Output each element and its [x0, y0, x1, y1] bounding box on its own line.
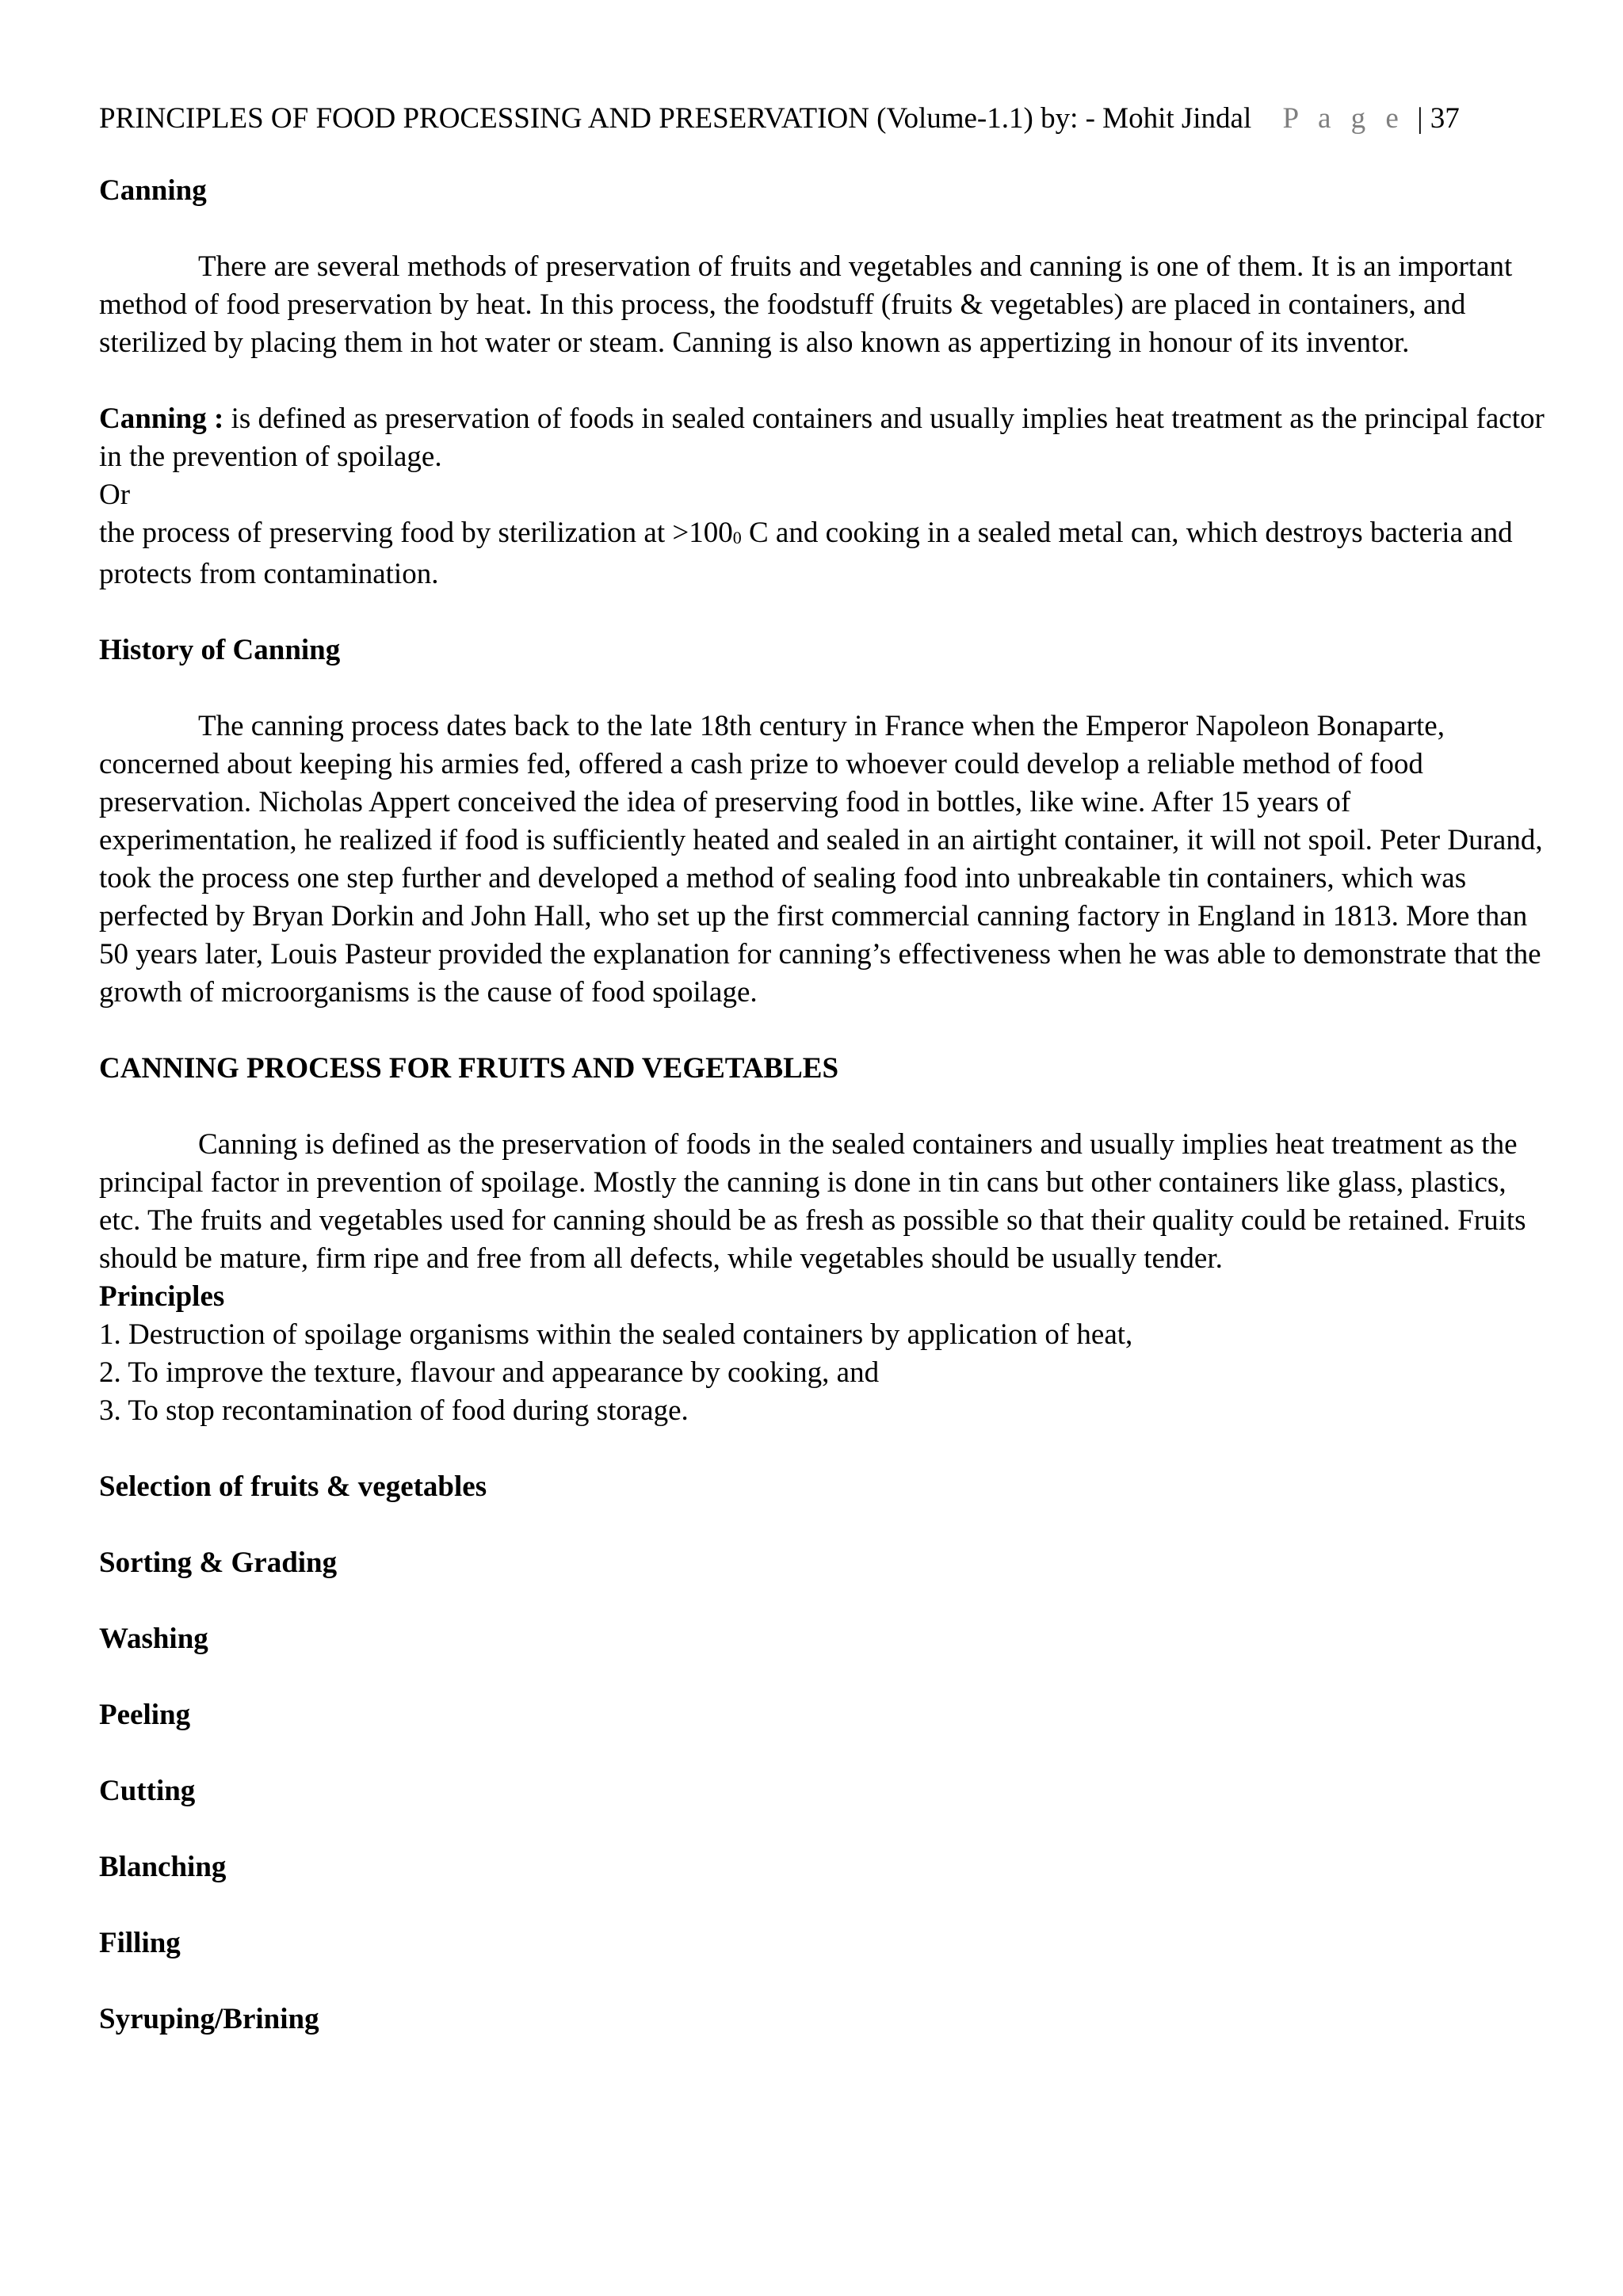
step-heading: Peeling — [99, 1699, 191, 1731]
page-number: 37 — [1430, 102, 1460, 135]
history-heading: History of Canning — [99, 634, 341, 666]
alt-def-end: C and cooking in a sealed metal can, which destroys bacteria and protects from contamination. — [99, 517, 1513, 590]
step-heading: Filling — [99, 1927, 181, 1959]
principle-item: 2. To improve the texture, flavour and appearance by cooking, and — [99, 1356, 880, 1389]
definition-term: Canning : — [99, 402, 224, 435]
principle-item: 3. To stop recontamination of food during storage. — [99, 1394, 689, 1427]
step-heading: Washing — [99, 1623, 208, 1655]
process-heading: CANNING PROCESS FOR FRUITS AND VEGETABLES — [99, 1052, 839, 1085]
page-separator: | — [1417, 102, 1423, 135]
step-heading: Selection of fruits & vegetables — [99, 1470, 487, 1503]
alternate-definition — [99, 514, 1549, 593]
step-heading: Sorting & Grading — [99, 1547, 338, 1579]
history-paragraph: The canning process dates back to the late 18th century in France when the Emperor Napoleon Bonaparte, concerned about keeping his armies fed, offered a cash prize to whoever could develop a reliable method of food preservation. Nicholas Appert conceived the idea of preserving food in bottles, like wine. After 15 years of experimentation, he realized if food is sufficiently heated and sealed in an airtight container, it will not spoil. Peter Durand, took the process one step further and developed a method of sealing food into unbreakable tin containers, which was perfected by Bryan Dorkin and John Hall, who set up the first commercial canning factory in England in 1813. More than 50 years later, Louis Pasteur provided the explanation for canning’s effectiveness when he was able to demonstrate that the growth of microorganisms is the cause of food spoilage. — [99, 710, 1543, 1009]
step-heading: Syruping/Brining — [99, 2003, 319, 2035]
process-steps-list — [99, 1468, 1549, 2039]
definition-text: is defined as preservation of foods in sealed containers and usually implies heat treatment as the principal factor in the prevention of spoilage. — [99, 402, 1545, 473]
page-label: P a g e — [1282, 102, 1405, 135]
page-body — [99, 172, 1549, 2077]
step-heading: Blanching — [99, 1851, 227, 1883]
principle-item: 1. Destruction of spoilage organisms within the sealed containers by application of heat, — [99, 1318, 1133, 1351]
step-heading: Cutting — [99, 1775, 196, 1807]
header-title: PRINCIPLES OF FOOD PROCESSING AND PRESERVATION (Volume-1.1) by: - Mohit Jindal — [99, 102, 1252, 135]
degree-subscript: 0 — [732, 528, 742, 547]
alt-def-start: the process of preserving food by sterilization at >100 — [99, 517, 733, 549]
canning-heading: Canning — [99, 174, 207, 207]
canning-intro-paragraph: There are several methods of preservation of fruits and vegetables and canning is one of them. It is an important method of food preservation by heat. In this process, the foodstuff (fruits & vegetables) are placed in containers, and sterilized by placing them in hot water or steam. Canning is also known as appertizing in honour of its inventor. — [99, 250, 1513, 359]
process-paragraph: Canning is defined as the preservation of foods in the sealed containers and usually implies heat treatment as the principal factor in prevention of spoilage. Mostly the canning is done in tin cans but other containers like glass, plastics, etc. The fruits and vegetables used for canning should be as fresh as possible so that their quality could be retained. Fruits should be mature, firm ripe and free from all defects, while vegetables should be usually tender. — [99, 1128, 1526, 1275]
running-header — [99, 98, 1460, 139]
or-text: Or — [99, 479, 131, 511]
principles-heading: Principles — [99, 1280, 225, 1313]
canning-definition — [99, 400, 1549, 476]
